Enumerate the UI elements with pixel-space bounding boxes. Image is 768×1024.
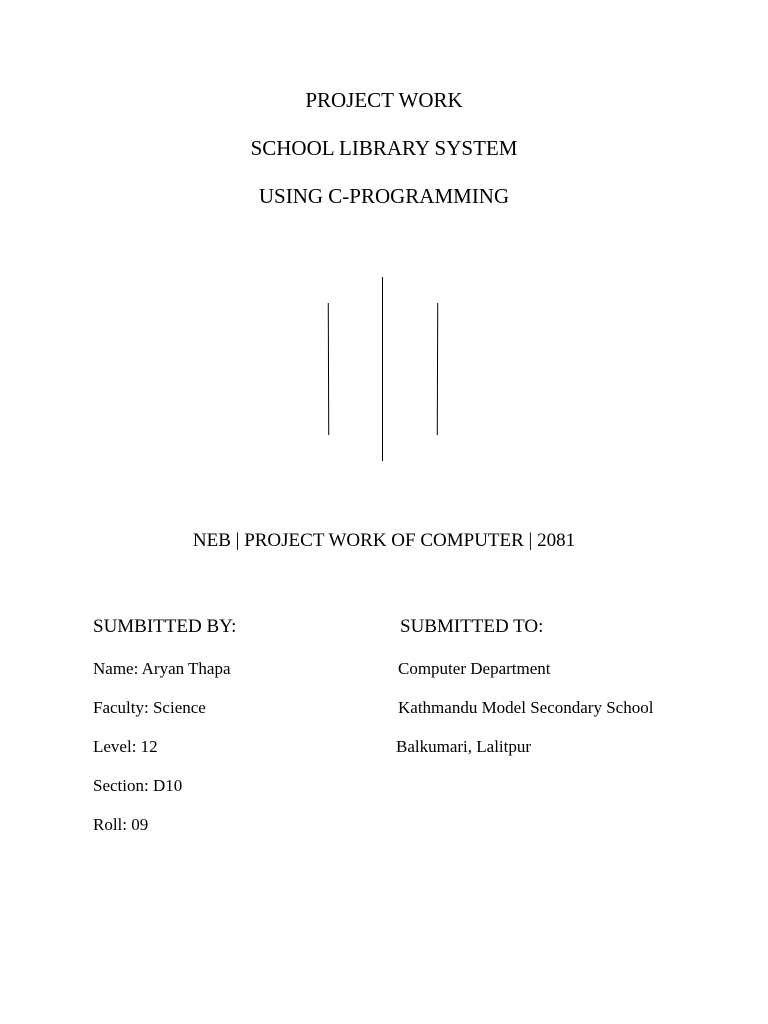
title-project-name: SCHOOL LIBRARY SYSTEM — [250, 136, 518, 160]
decorative-rule-left — [328, 303, 329, 435]
student-section: Section: D10 — [93, 776, 183, 795]
board-subject-year: NEB | PROJECT WORK OF COMPUTER | 2081 — [192, 530, 576, 551]
recipient-address: Balkumari, Lalitpur — [396, 737, 532, 756]
student-level: Level: 12 — [93, 737, 158, 756]
student-roll: Roll: 09 — [93, 815, 149, 834]
title-technology: USING C-PROGRAMMING — [258, 184, 510, 208]
recipient-school: Kathmandu Model Secondary School — [398, 698, 654, 717]
submitted-by-heading: SUMBITTED BY: — [93, 616, 237, 637]
submitted-to-heading: SUBMITTED TO: — [400, 616, 544, 637]
decorative-rule-center — [382, 277, 383, 461]
title-project-work: PROJECT WORK — [305, 88, 463, 112]
decorative-rule-right — [437, 303, 438, 435]
student-name: Name: Aryan Thapa — [93, 659, 231, 678]
recipient-department: Computer Department — [398, 659, 551, 678]
student-faculty: Faculty: Science — [93, 698, 206, 717]
